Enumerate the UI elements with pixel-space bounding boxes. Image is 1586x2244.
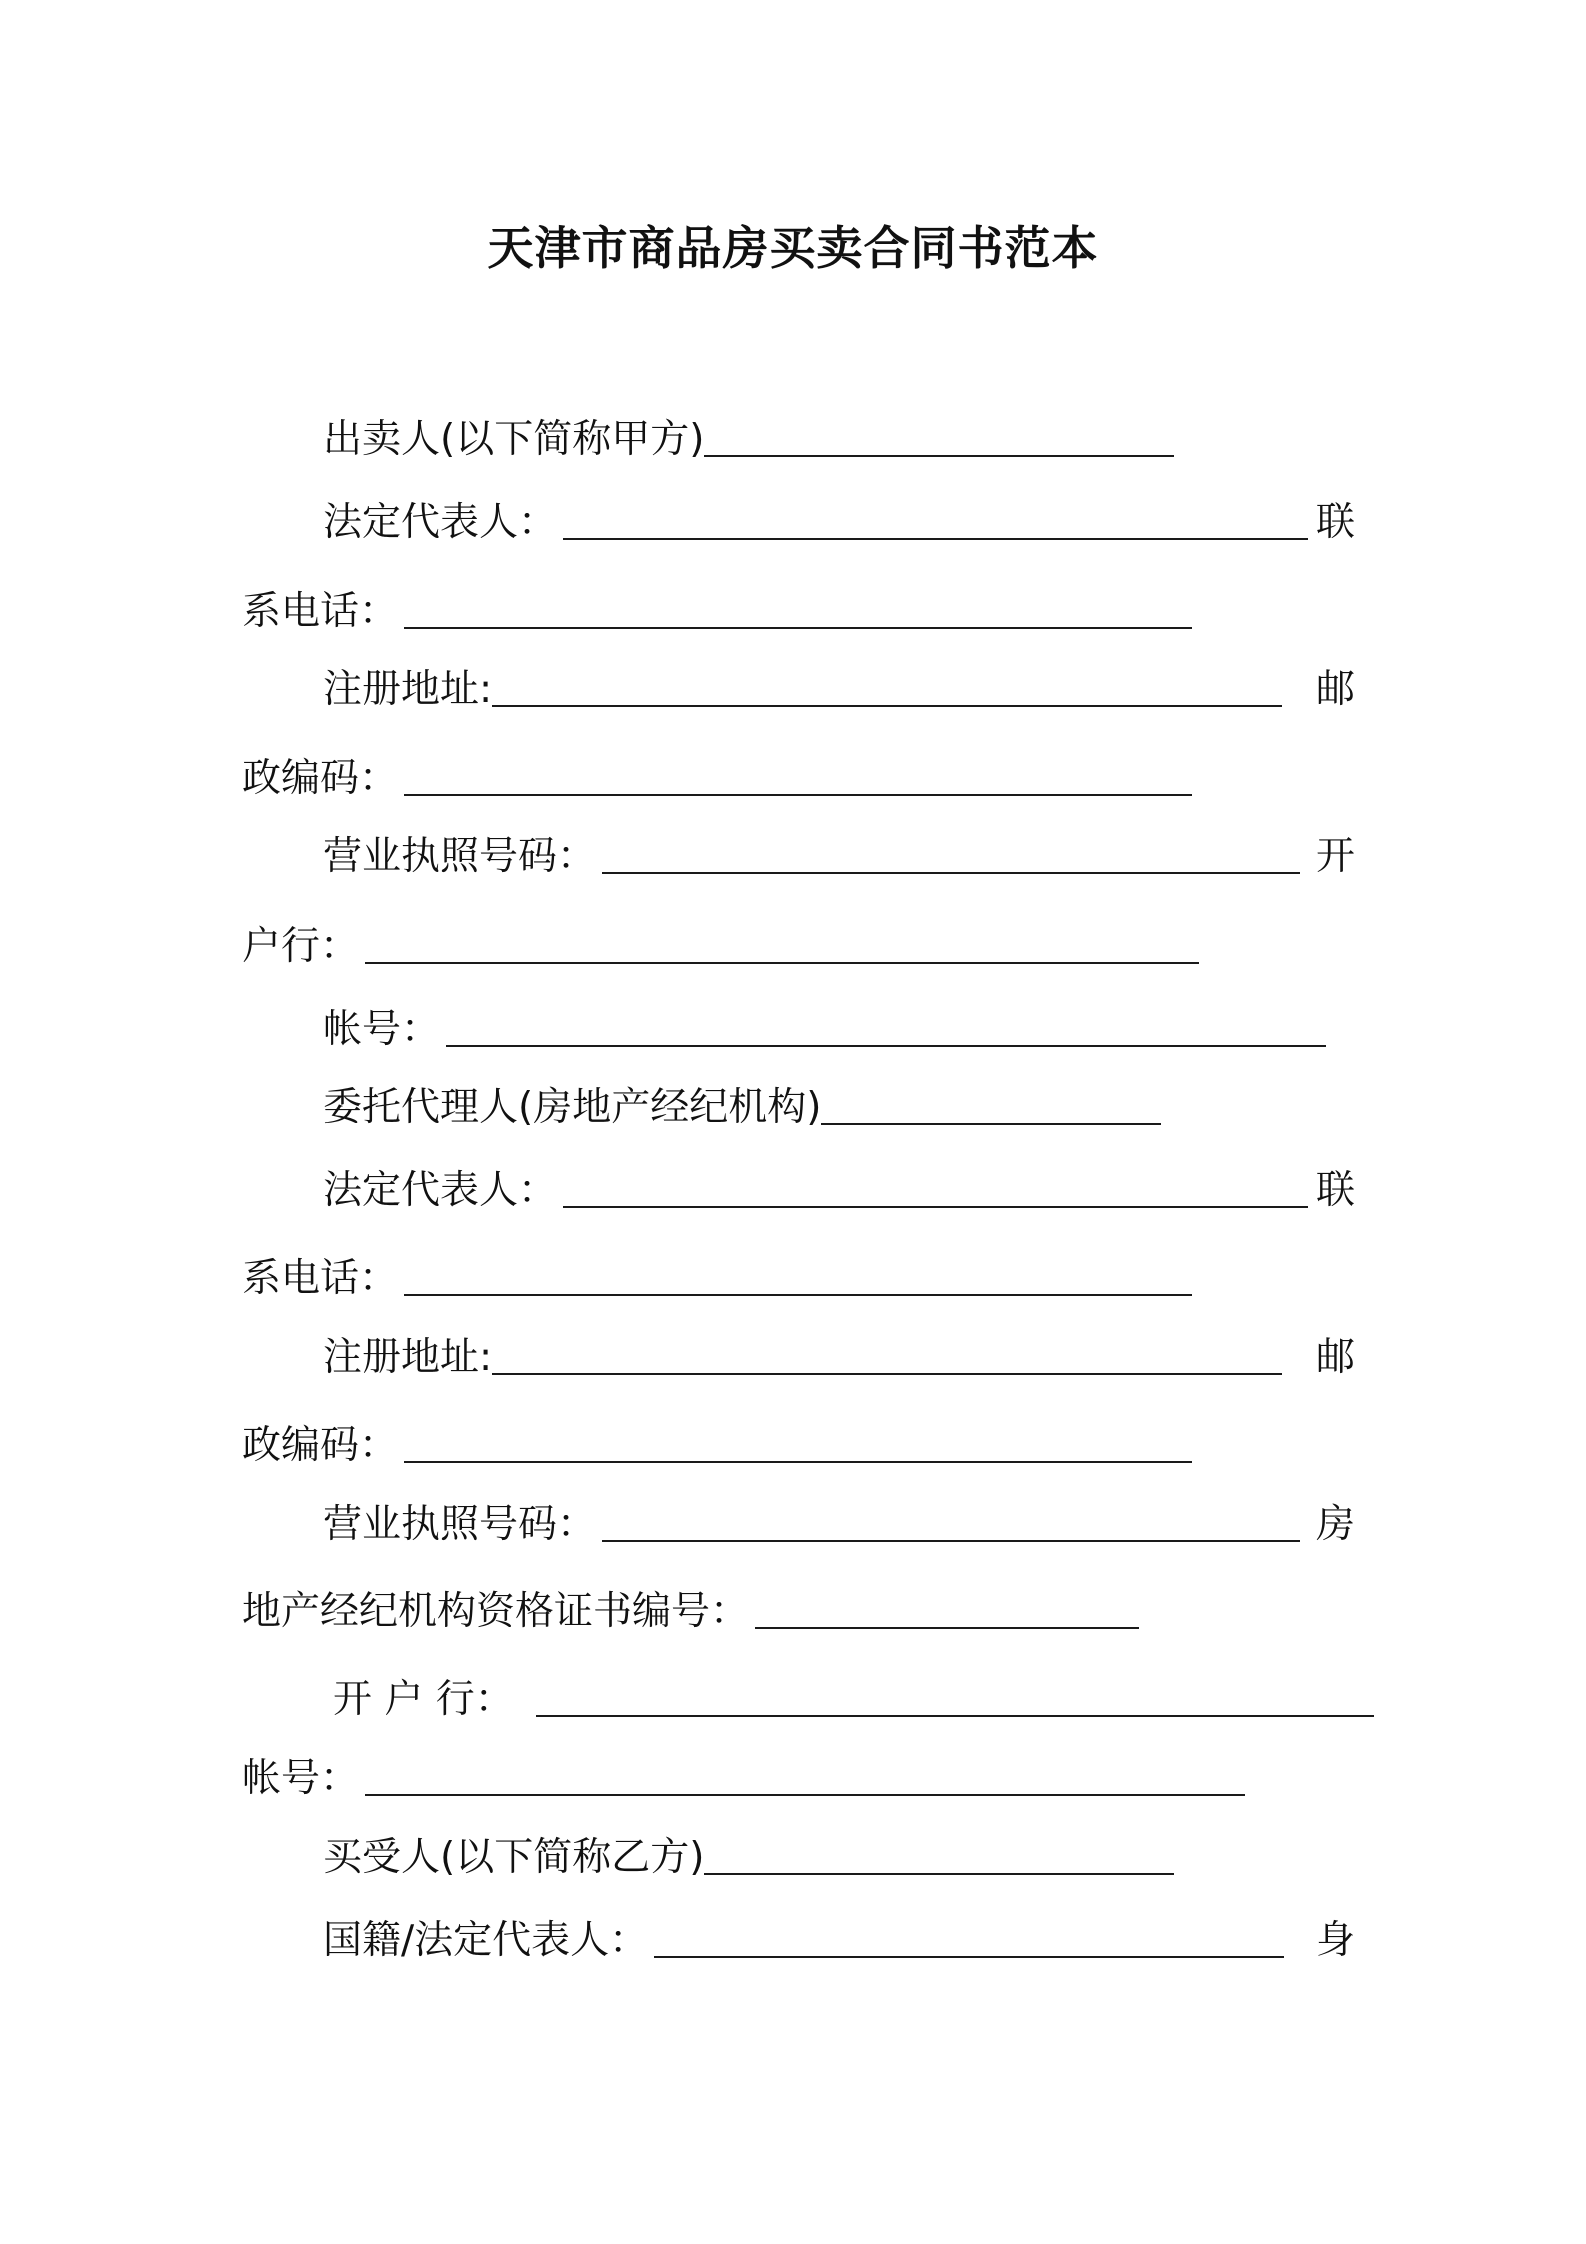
agent-phone-line (242, 1254, 1192, 1304)
agent-address-label: 注册地址: (323, 1335, 493, 1380)
seller-bank-blank[interactable] (365, 962, 1199, 964)
agent-cert-label: 地产经纪机构资格证书编号： (242, 1589, 750, 1634)
seller-account-blank[interactable] (446, 1045, 1326, 1047)
agent-legal-rep-tail: 联 (1316, 1168, 1356, 1213)
seller-bank-line (242, 922, 1199, 972)
agent-account-blank[interactable] (365, 1794, 1245, 1796)
seller-postcode-blank[interactable] (404, 794, 1192, 796)
agent-bank-blank[interactable] (536, 1715, 1374, 1717)
buyer-label: 买受人(以下简称乙方) (323, 1835, 705, 1880)
agent-account-line (242, 1754, 1245, 1804)
agent-postcode-blank[interactable] (404, 1461, 1192, 1463)
agent-cert-blank[interactable] (755, 1627, 1139, 1629)
seller-address-label: 注册地址: (323, 667, 493, 712)
seller-blank[interactable] (704, 455, 1174, 457)
seller-address-line (323, 665, 1282, 715)
buyer-line (323, 1833, 1174, 1883)
seller-phone-blank[interactable] (404, 627, 1192, 629)
agent-postcode-label: 政编码： (242, 1423, 399, 1468)
agent-address-blank[interactable] (492, 1373, 1282, 1375)
seller-legal-rep-label: 法定代表人： (323, 500, 558, 545)
seller-phone-label: 系电话： (242, 589, 399, 634)
agent-label: 委托代理人(房地产经纪机构) (323, 1085, 822, 1130)
buyer-blank[interactable] (704, 1873, 1174, 1875)
seller-license-blank[interactable] (602, 872, 1300, 874)
seller-postcode-line (242, 754, 1192, 804)
agent-phone-label: 系电话： (242, 1256, 399, 1301)
seller-license-line (323, 832, 1300, 882)
seller-bank-label: 户行： (242, 924, 360, 969)
seller-account-line (323, 1005, 1326, 1055)
agent-cert-line (242, 1587, 1139, 1637)
agent-address-tail: 邮 (1316, 1335, 1356, 1380)
buyer-nationality-tail: 身 (1316, 1918, 1356, 1963)
seller-legal-rep-tail: 联 (1316, 500, 1356, 545)
buyer-nationality-label: 国籍/法定代表人： (323, 1918, 649, 1963)
seller-address-blank[interactable] (492, 705, 1282, 707)
agent-legal-rep-label: 法定代表人： (323, 1168, 558, 1213)
agent-address-line (323, 1333, 1282, 1383)
agent-phone-blank[interactable] (404, 1294, 1192, 1296)
seller-legal-rep-line (323, 498, 1308, 548)
agent-bank-line (333, 1675, 1374, 1725)
seller-line (323, 415, 1174, 465)
agent-license-line (323, 1500, 1300, 1550)
buyer-nationality-line (323, 1916, 1284, 1966)
seller-label: 出卖人(以下简称甲方) (323, 417, 705, 462)
seller-address-tail: 邮 (1316, 667, 1356, 712)
agent-line (323, 1083, 1161, 1133)
seller-account-label: 帐号： (323, 1007, 441, 1052)
agent-blank[interactable] (821, 1123, 1161, 1125)
seller-license-tail: 开 (1316, 834, 1356, 879)
agent-account-label: 帐号： (242, 1756, 360, 1801)
agent-postcode-line (242, 1421, 1192, 1471)
agent-license-tail: 房 (1316, 1502, 1356, 1547)
document-title: 天津市商品房买卖合同书范本 (487, 221, 1099, 275)
agent-license-blank[interactable] (602, 1540, 1300, 1542)
agent-license-label: 营业执照号码： (323, 1502, 597, 1547)
seller-phone-line (242, 587, 1192, 637)
seller-postcode-label: 政编码： (242, 756, 399, 801)
agent-bank-label: 开 户 行： (333, 1677, 514, 1722)
seller-license-label: 营业执照号码： (323, 834, 597, 879)
agent-legal-rep-line (323, 1166, 1308, 1216)
seller-legal-rep-blank[interactable] (563, 538, 1308, 540)
buyer-nationality-blank[interactable] (654, 1956, 1284, 1958)
agent-legal-rep-blank[interactable] (563, 1206, 1308, 1208)
